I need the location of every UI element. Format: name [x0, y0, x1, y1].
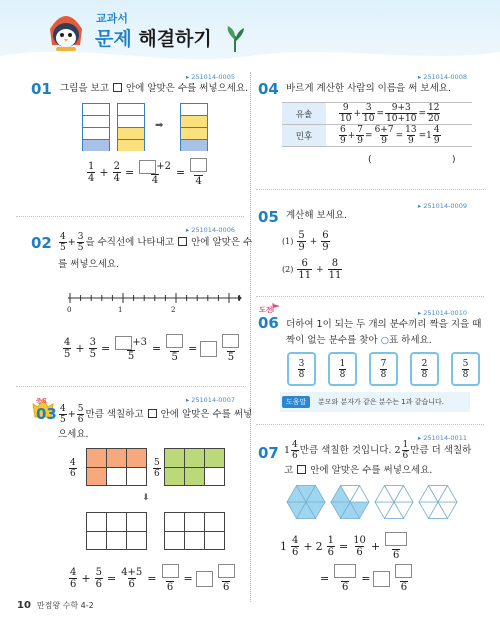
- code-q01: ▸ 251014-0005: [186, 73, 235, 81]
- q05-item-2: (2) $\frac{6}{11}$ + $\frac{8}{11}$: [282, 258, 342, 281]
- fraction-card[interactable]: $\frac{5}{8}$: [451, 352, 480, 386]
- q06-line2: 짝이 없는 분수를 찾아 ○표 하세요.: [286, 335, 432, 346]
- fraction-card[interactable]: $\frac{2}{8}$: [410, 352, 439, 386]
- tick-label-1: 1: [118, 306, 123, 314]
- qnum-01: 01: [31, 80, 52, 98]
- q02-text-line2: 를 써넣으세요.: [58, 259, 120, 270]
- divider: [256, 424, 484, 425]
- fraction-cards: [287, 352, 480, 386]
- page-footer: [17, 600, 94, 611]
- qnum-06: 06: [258, 314, 279, 332]
- tick-label-2: 2: [171, 306, 176, 314]
- answer-box[interactable]: [190, 158, 207, 172]
- beaker-3: [180, 103, 208, 151]
- q02-equation: $\frac{4}{5}$ + $\frac{3}{5}$ = $\frac{+3}{5}$ = 5 = 5: [62, 334, 241, 363]
- divider: [16, 216, 244, 217]
- arrow-right-icon: ➡: [155, 120, 164, 131]
- grid-empty-1[interactable]: [86, 512, 147, 550]
- q05-text: 계산해 보세요.: [286, 210, 348, 221]
- q07-text-line2: 고 안에 알맞은 수를 써넣으세요.: [284, 465, 433, 476]
- mascot-icon: [44, 7, 88, 53]
- title-blue: 문제: [95, 28, 132, 50]
- qnum-07: 07: [258, 444, 279, 462]
- q04-text: 바르게 계산한 사람의 이름을 써 보세요.: [286, 83, 451, 94]
- code-q06: ▸ 251014-0010: [418, 309, 467, 317]
- code-q02: ▸ 251014-0006: [186, 226, 235, 234]
- book-name: 만점왕 수학 4-2: [36, 601, 94, 610]
- table-row: [282, 103, 472, 125]
- q04-table: [282, 102, 472, 147]
- number-line-labels: [66, 306, 242, 316]
- code-q03: ▸ 251014-0007: [186, 396, 235, 404]
- expr-cell: $\frac{6}{9}$ + $\frac{7}{9}$ = $\frac{6+7}{9}$ = $\frac{13}{9}$ =1 $\frac{4}{9}$: [326, 125, 472, 147]
- fraction-card[interactable]: $\frac{3}{8}$: [287, 352, 316, 386]
- page-number: 10: [17, 600, 31, 611]
- q01-text: 그림을 보고 안에 알맞은 수를 써넣으세요.: [60, 83, 249, 94]
- table-row: [282, 125, 472, 147]
- qnum-05: 05: [258, 208, 279, 226]
- paren-right: ): [452, 155, 456, 165]
- paren-left: (: [368, 155, 372, 165]
- tick-label-0: 0: [67, 306, 72, 314]
- fraction-card[interactable]: $\frac{1}{8}$: [328, 352, 357, 386]
- page-title: [95, 24, 212, 51]
- hexagon-row[interactable]: [286, 482, 462, 522]
- qnum-03: 03: [36, 405, 57, 423]
- q07-equation-1: 1 $\frac{4}{6}$ + 2 $\frac{1}{6}$ = $\frac{10}{6}$ + 6: [280, 532, 409, 561]
- help-tag: 도움말: [282, 396, 310, 408]
- q03-label-2: $\frac{5}{6}$: [154, 458, 160, 479]
- code-q07: ▸ 251014-0011: [418, 434, 467, 442]
- column-divider: [250, 72, 251, 602]
- q03-label-1: $\frac{4}{6}$: [70, 458, 76, 479]
- code-q05: ▸ 251014-0009: [418, 202, 467, 210]
- grid-shaded-2: [164, 448, 225, 486]
- arrow-down-icon: ⬇: [142, 493, 150, 503]
- qnum-02: 02: [31, 234, 52, 252]
- expr-cell: $\frac{9}{10}$ + $\frac{3}{10}$ = $\frac{9+3}{10+10}$ = $\frac{12}{20}$: [326, 103, 472, 125]
- q06-line1: 더하여 1이 되는 두 개의 분수끼리 짝을 지을 때: [286, 319, 482, 330]
- beaker-1: [82, 103, 110, 151]
- fraction-card[interactable]: $\frac{7}{8}$: [369, 352, 398, 386]
- help-text: 분모와 분자가 같은 분수는 1과 같습니다.: [318, 398, 444, 406]
- beaker-2: [117, 103, 145, 151]
- title-black: 해결하기: [131, 28, 212, 50]
- q03-text: $\frac{4}{5}$ + $\frac{5}{6}$ 만큼 색칠하고 안에 알맞은 수를 써넣: [60, 404, 253, 425]
- code-q04: ▸ 251014-0008: [418, 73, 467, 81]
- q07-equation-2: = 6 = 6: [320, 564, 414, 593]
- divider: [16, 386, 244, 387]
- divider: [256, 189, 484, 190]
- q05-item-1: (1) $\frac{5}{9}$ + $\frac{6}{9}$: [282, 230, 329, 253]
- name-cell: 유솔: [282, 103, 326, 125]
- header-subtitle: 교과서: [96, 12, 128, 25]
- q01-equation: $\frac{1}{4}$ + $\frac{2}{4}$ = $\frac{+2}{4}$ = 4: [86, 158, 209, 187]
- plant-icon: [224, 26, 246, 52]
- divider: [256, 296, 484, 297]
- q03-equation: $\frac{4}{6}$ + $\frac{5}{6}$ = $\frac{4+5}{6}$ = 6 = 6: [68, 564, 237, 593]
- flag-icon: [272, 303, 281, 312]
- challenge-badge: 도전: [259, 306, 273, 314]
- q02-text: $\frac{4}{5}$ + $\frac{3}{5}$ 을 수직선에 나타내고 안에 알맞은 수: [60, 232, 253, 253]
- q07-text: 1 $\frac{4}{6}$ 만큼 색칠한 것입니다. 2 $\frac{1}{6}$ 만큼 더 색칠하: [284, 440, 472, 461]
- qnum-04: 04: [258, 80, 279, 98]
- q03-text-line2: 으세요.: [58, 429, 89, 440]
- grid-shaded-1: [86, 448, 147, 486]
- important-badge: 중요: [36, 398, 48, 405]
- grid-empty-2[interactable]: [164, 512, 225, 550]
- name-cell: 민후: [282, 125, 326, 147]
